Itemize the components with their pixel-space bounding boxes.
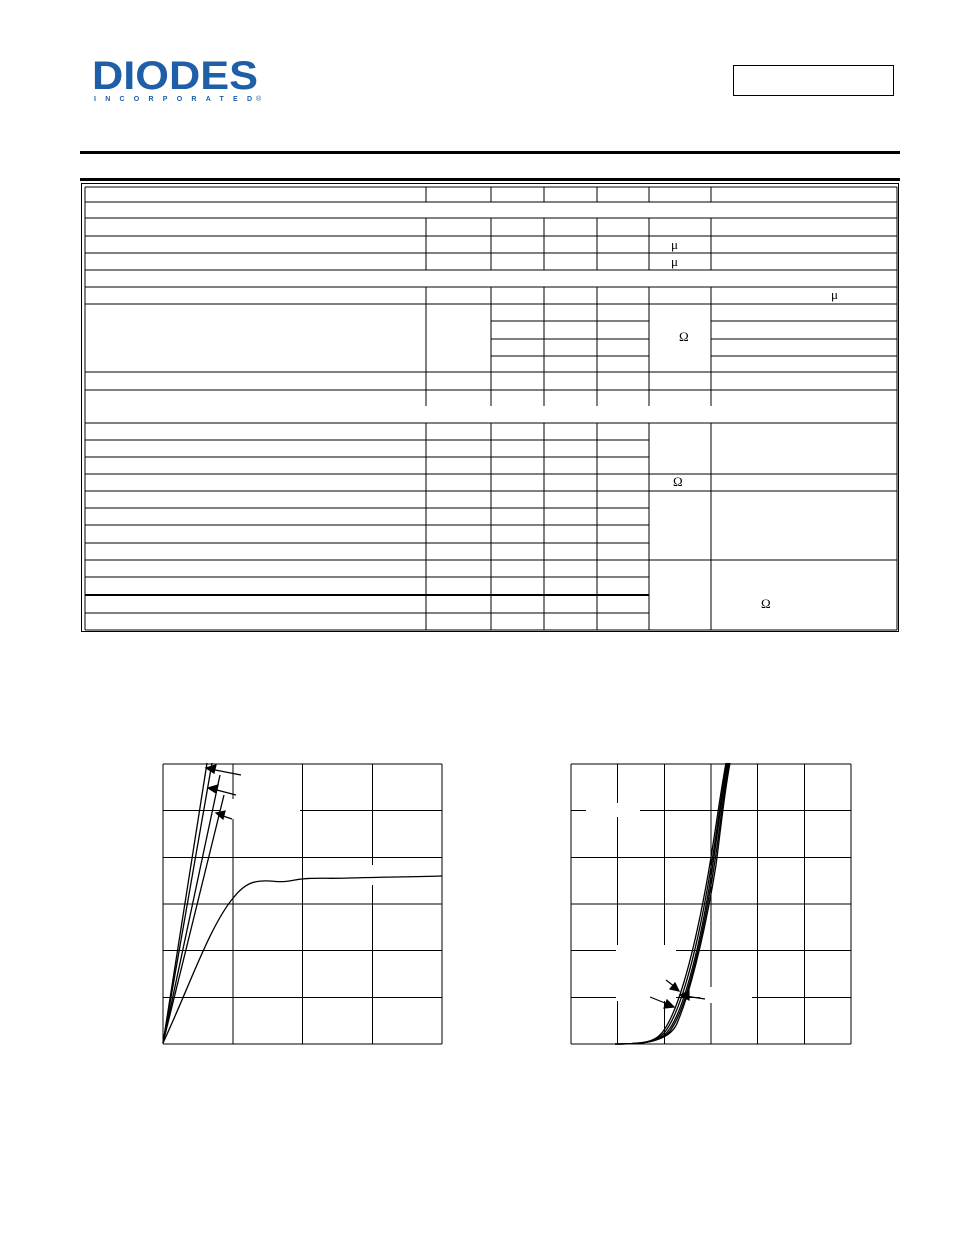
label-mask (220, 799, 300, 819)
header-rule-top (80, 151, 900, 154)
curve-4 (163, 795, 224, 1043)
graph-left (150, 755, 450, 1055)
unit-ohm-symbol: Ω (679, 329, 689, 344)
table-grid (82, 184, 900, 633)
curve-1 (163, 763, 207, 1043)
registered-mark: ® (256, 96, 262, 103)
electrical-characteristics-table (81, 183, 899, 632)
unit-ohm-symbol: Ω (673, 474, 683, 489)
diodes-logo (90, 55, 270, 105)
label-mask (700, 987, 752, 1003)
label-mask (586, 803, 640, 817)
graph-right (560, 755, 860, 1055)
unit-micro-symbol: μ (831, 287, 838, 302)
header-rule-bottom (80, 178, 900, 181)
part-number-box (733, 65, 894, 96)
brand-name: DIODES (92, 55, 258, 98)
unit-ohm-symbol: Ω (761, 596, 771, 611)
brand-tagline: INCORPORATED (94, 96, 252, 103)
unit-micro-symbol: μ (671, 237, 678, 252)
unit-micro-symbol: μ (671, 254, 678, 269)
label-mask (360, 865, 380, 885)
curve-2 (163, 763, 212, 1043)
label-mask (616, 945, 676, 1001)
curve-3 (163, 775, 220, 1043)
